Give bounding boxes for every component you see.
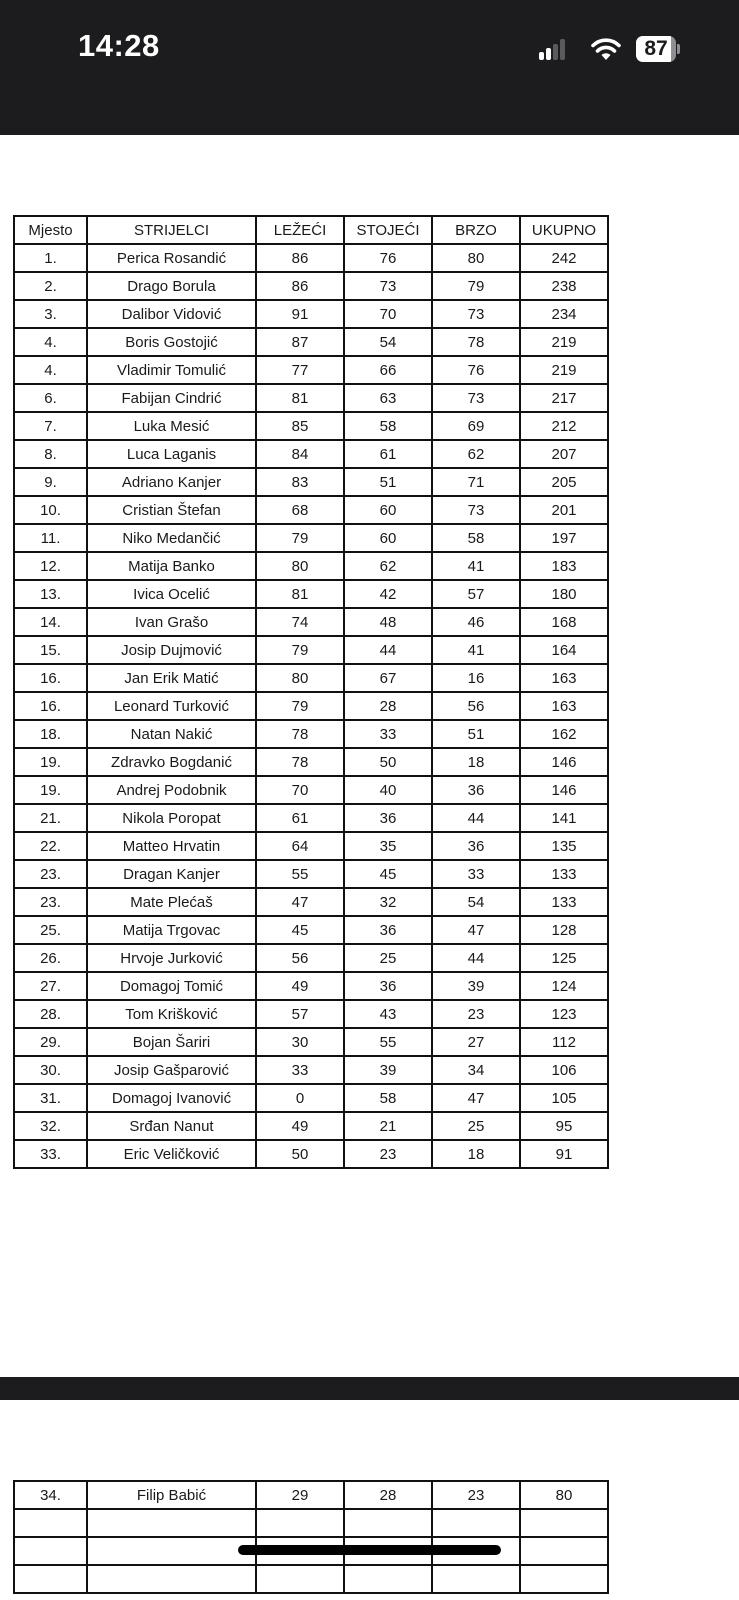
cell-place: 8. bbox=[14, 440, 87, 468]
cell-shooter: Jan Erik Matić bbox=[87, 664, 256, 692]
cell-place: 19. bbox=[14, 776, 87, 804]
cell-shooter: Niko Medančić bbox=[87, 524, 256, 552]
cell-standing: 28 bbox=[344, 692, 432, 720]
cell-prone: 55 bbox=[256, 860, 344, 888]
cell-shooter: Dalibor Vidović bbox=[87, 300, 256, 328]
cell-standing: 39 bbox=[344, 1056, 432, 1084]
cell-rapid: 23 bbox=[432, 1000, 520, 1028]
cell-shooter: Ivica Ocelić bbox=[87, 580, 256, 608]
cell-standing: 35 bbox=[344, 832, 432, 860]
cell-prone: 47 bbox=[256, 888, 344, 916]
cell-place: 4. bbox=[14, 356, 87, 384]
table-row bbox=[14, 1028, 608, 1056]
cell-rapid: 51 bbox=[432, 720, 520, 748]
cell-shooter: Perica Rosandić bbox=[87, 244, 256, 272]
table-row bbox=[14, 300, 608, 328]
cell-rapid: 73 bbox=[432, 300, 520, 328]
cell-standing: 62 bbox=[344, 552, 432, 580]
table-row bbox=[14, 608, 608, 636]
cell-standing: 40 bbox=[344, 776, 432, 804]
cell-standing: 51 bbox=[344, 468, 432, 496]
cell-shooter: Boris Gostojić bbox=[87, 328, 256, 356]
column-header-total: UKUPNO bbox=[520, 216, 608, 244]
cell-prone: 50 bbox=[256, 1140, 344, 1168]
cell-shooter: Eric Veličković bbox=[87, 1140, 256, 1168]
cell-prone: 33 bbox=[256, 1056, 344, 1084]
cell-place: 6. bbox=[14, 384, 87, 412]
cell-standing: 61 bbox=[344, 440, 432, 468]
cell-standing: 67 bbox=[344, 664, 432, 692]
cell-place: 32. bbox=[14, 1112, 87, 1140]
cell-place: 28. bbox=[14, 1000, 87, 1028]
cell-standing: 63 bbox=[344, 384, 432, 412]
table-row bbox=[14, 440, 608, 468]
cell-prone: 29 bbox=[256, 1481, 344, 1509]
cell-total: 201 bbox=[520, 496, 608, 524]
cellular-signal-icon bbox=[539, 38, 567, 60]
cell-total: 164 bbox=[520, 636, 608, 664]
cell-shooter bbox=[87, 1509, 256, 1537]
cell-total: 219 bbox=[520, 328, 608, 356]
cell-place: 31. bbox=[14, 1084, 87, 1112]
cell-place: 9. bbox=[14, 468, 87, 496]
cell-rapid: 33 bbox=[432, 860, 520, 888]
cell-rapid: 36 bbox=[432, 832, 520, 860]
cell-prone: 83 bbox=[256, 468, 344, 496]
cell-prone: 78 bbox=[256, 748, 344, 776]
cell-standing: 36 bbox=[344, 916, 432, 944]
cell-shooter: Filip Babić bbox=[87, 1481, 256, 1509]
cell-place: 16. bbox=[14, 692, 87, 720]
cell-prone: 91 bbox=[256, 300, 344, 328]
cell-place: 18. bbox=[14, 720, 87, 748]
cell-total: 105 bbox=[520, 1084, 608, 1112]
table-header-row bbox=[14, 216, 608, 244]
table-row bbox=[14, 272, 608, 300]
cell-place: 23. bbox=[14, 888, 87, 916]
table-row bbox=[14, 1084, 608, 1112]
cell-shooter: Matteo Hrvatin bbox=[87, 832, 256, 860]
cell-place: 34. bbox=[14, 1481, 87, 1509]
cell-rapid: 25 bbox=[432, 1112, 520, 1140]
page-separator bbox=[0, 1377, 739, 1400]
cell-standing: 73 bbox=[344, 272, 432, 300]
column-header-standing: STOJEĆI bbox=[344, 216, 432, 244]
table-row bbox=[14, 524, 608, 552]
cell-place: 21. bbox=[14, 804, 87, 832]
cell-shooter: Dragan Kanjer bbox=[87, 860, 256, 888]
cell-prone: 80 bbox=[256, 552, 344, 580]
cell-prone: 81 bbox=[256, 384, 344, 412]
cell-prone: 77 bbox=[256, 356, 344, 384]
cell-total: 106 bbox=[520, 1056, 608, 1084]
table-row bbox=[14, 804, 608, 832]
cell-shooter: Matija Trgovac bbox=[87, 916, 256, 944]
cell-total: 141 bbox=[520, 804, 608, 832]
cell-total: 197 bbox=[520, 524, 608, 552]
cell-shooter: Luca Laganis bbox=[87, 440, 256, 468]
cell-place: 3. bbox=[14, 300, 87, 328]
cell-standing: 44 bbox=[344, 636, 432, 664]
column-header-shooter: STRIJELCI bbox=[87, 216, 256, 244]
cell-standing: 36 bbox=[344, 804, 432, 832]
cell-standing: 42 bbox=[344, 580, 432, 608]
cell-shooter: Srđan Nanut bbox=[87, 1112, 256, 1140]
cell-shooter: Natan Nakić bbox=[87, 720, 256, 748]
cell-place: 11. bbox=[14, 524, 87, 552]
table-row bbox=[14, 664, 608, 692]
column-header-place: Mjesto bbox=[14, 216, 87, 244]
table-row bbox=[14, 552, 608, 580]
cell-rapid: 62 bbox=[432, 440, 520, 468]
cell-rapid: 73 bbox=[432, 496, 520, 524]
cell-total: 207 bbox=[520, 440, 608, 468]
cell-total: 135 bbox=[520, 832, 608, 860]
cell-place: 22. bbox=[14, 832, 87, 860]
cell-rapid: 34 bbox=[432, 1056, 520, 1084]
table-row bbox=[14, 972, 608, 1000]
cell-rapid: 69 bbox=[432, 412, 520, 440]
cell-total: 162 bbox=[520, 720, 608, 748]
cell-place: 4. bbox=[14, 328, 87, 356]
cell-rapid: 18 bbox=[432, 1140, 520, 1168]
table-row bbox=[14, 328, 608, 356]
cell-standing: 45 bbox=[344, 860, 432, 888]
column-header-rapid: BRZO bbox=[432, 216, 520, 244]
table-row bbox=[14, 888, 608, 916]
column-header-prone: LEŽEĆI bbox=[256, 216, 344, 244]
cell-rapid: 36 bbox=[432, 776, 520, 804]
cell-total: 124 bbox=[520, 972, 608, 1000]
cell-place: 29. bbox=[14, 1028, 87, 1056]
cell-place: 16. bbox=[14, 664, 87, 692]
cell-prone: 78 bbox=[256, 720, 344, 748]
cell-place: 13. bbox=[14, 580, 87, 608]
table-row bbox=[14, 1140, 608, 1168]
cell-place: 27. bbox=[14, 972, 87, 1000]
cell-standing: 28 bbox=[344, 1481, 432, 1509]
cell-standing: 58 bbox=[344, 1084, 432, 1112]
table-row bbox=[14, 356, 608, 384]
cell-rapid: 27 bbox=[432, 1028, 520, 1056]
cell-place bbox=[14, 1509, 87, 1537]
cell-prone: 85 bbox=[256, 412, 344, 440]
cell-prone bbox=[256, 1565, 344, 1593]
table-row bbox=[14, 1565, 608, 1593]
cell-rapid: 16 bbox=[432, 664, 520, 692]
cell-place bbox=[14, 1565, 87, 1593]
cell-total: 234 bbox=[520, 300, 608, 328]
cell-total: 242 bbox=[520, 244, 608, 272]
cell-standing: 54 bbox=[344, 328, 432, 356]
status-time: 14:28 bbox=[78, 28, 160, 63]
cell-total: 217 bbox=[520, 384, 608, 412]
table-row bbox=[14, 412, 608, 440]
cell-rapid: 39 bbox=[432, 972, 520, 1000]
cell-shooter: Drago Borula bbox=[87, 272, 256, 300]
table-row bbox=[14, 1481, 608, 1509]
cell-standing: 23 bbox=[344, 1140, 432, 1168]
cell-rapid bbox=[432, 1565, 520, 1593]
cell-total: 128 bbox=[520, 916, 608, 944]
cell-rapid: 54 bbox=[432, 888, 520, 916]
table-row bbox=[14, 1112, 608, 1140]
cell-rapid: 78 bbox=[432, 328, 520, 356]
cell-standing bbox=[344, 1509, 432, 1537]
cell-standing bbox=[344, 1565, 432, 1593]
cell-prone: 68 bbox=[256, 496, 344, 524]
table-row bbox=[14, 1509, 608, 1537]
cell-prone: 56 bbox=[256, 944, 344, 972]
table-row bbox=[14, 944, 608, 972]
table-row bbox=[14, 692, 608, 720]
cell-rapid: 44 bbox=[432, 944, 520, 972]
cell-shooter: Hrvoje Jurković bbox=[87, 944, 256, 972]
cell-prone: 57 bbox=[256, 1000, 344, 1028]
cell-place: 12. bbox=[14, 552, 87, 580]
cell-total: 112 bbox=[520, 1028, 608, 1056]
cell-total: 163 bbox=[520, 664, 608, 692]
cell-prone: 79 bbox=[256, 636, 344, 664]
results-table bbox=[13, 215, 609, 1169]
cell-rapid: 44 bbox=[432, 804, 520, 832]
cell-standing: 66 bbox=[344, 356, 432, 384]
cell-standing: 33 bbox=[344, 720, 432, 748]
cell-place: 14. bbox=[14, 608, 87, 636]
cell-standing: 60 bbox=[344, 524, 432, 552]
cell-total: 163 bbox=[520, 692, 608, 720]
cell-shooter: Cristian Štefan bbox=[87, 496, 256, 524]
cell-prone: 49 bbox=[256, 1112, 344, 1140]
cell-place: 25. bbox=[14, 916, 87, 944]
cell-rapid: 47 bbox=[432, 1084, 520, 1112]
cell-shooter: Tom Krišković bbox=[87, 1000, 256, 1028]
cell-total: 146 bbox=[520, 748, 608, 776]
cell-prone: 0 bbox=[256, 1084, 344, 1112]
cell-prone: 45 bbox=[256, 916, 344, 944]
cell-shooter: Luka Mesić bbox=[87, 412, 256, 440]
cell-place: 23. bbox=[14, 860, 87, 888]
cell-standing: 48 bbox=[344, 608, 432, 636]
cell-prone: 84 bbox=[256, 440, 344, 468]
cell-place: 2. bbox=[14, 272, 87, 300]
cell-shooter: Nikola Poropat bbox=[87, 804, 256, 832]
cell-shooter: Ivan Grašo bbox=[87, 608, 256, 636]
cell-place: 15. bbox=[14, 636, 87, 664]
cell-rapid: 79 bbox=[432, 272, 520, 300]
cell-total: 123 bbox=[520, 1000, 608, 1028]
cell-shooter: Mate Plećaš bbox=[87, 888, 256, 916]
cell-total: 80 bbox=[520, 1481, 608, 1509]
cell-total: 146 bbox=[520, 776, 608, 804]
cell-total bbox=[520, 1509, 608, 1537]
cell-total: 168 bbox=[520, 608, 608, 636]
cell-rapid: 73 bbox=[432, 384, 520, 412]
cell-total: 133 bbox=[520, 860, 608, 888]
table-row bbox=[14, 748, 608, 776]
table-row bbox=[14, 776, 608, 804]
wifi-icon bbox=[590, 36, 622, 62]
cell-shooter bbox=[87, 1565, 256, 1593]
cell-total: 212 bbox=[520, 412, 608, 440]
cell-prone: 87 bbox=[256, 328, 344, 356]
battery-percent: 87 bbox=[644, 37, 668, 60]
cell-place: 1. bbox=[14, 244, 87, 272]
cell-shooter: Domagoj Ivanović bbox=[87, 1084, 256, 1112]
cell-rapid: 71 bbox=[432, 468, 520, 496]
cell-prone: 61 bbox=[256, 804, 344, 832]
table-row bbox=[14, 1056, 608, 1084]
cell-rapid: 57 bbox=[432, 580, 520, 608]
cell-prone bbox=[256, 1509, 344, 1537]
cell-shooter: Andrej Podobnik bbox=[87, 776, 256, 804]
cell-place bbox=[14, 1537, 87, 1565]
cell-prone: 79 bbox=[256, 692, 344, 720]
cell-total: 91 bbox=[520, 1140, 608, 1168]
cell-prone: 49 bbox=[256, 972, 344, 1000]
cell-rapid: 46 bbox=[432, 608, 520, 636]
cell-prone: 74 bbox=[256, 608, 344, 636]
table-row bbox=[14, 496, 608, 524]
cell-standing: 32 bbox=[344, 888, 432, 916]
home-indicator[interactable] bbox=[238, 1545, 501, 1555]
cell-shooter: Leonard Turković bbox=[87, 692, 256, 720]
table-row bbox=[14, 720, 608, 748]
cell-shooter: Bojan Šariri bbox=[87, 1028, 256, 1056]
cell-standing: 58 bbox=[344, 412, 432, 440]
cell-shooter: Zdravko Bogdanić bbox=[87, 748, 256, 776]
cell-rapid bbox=[432, 1509, 520, 1537]
cell-total: 95 bbox=[520, 1112, 608, 1140]
table-row bbox=[14, 860, 608, 888]
cell-shooter: Fabijan Cindrić bbox=[87, 384, 256, 412]
table-row bbox=[14, 384, 608, 412]
cell-prone: 79 bbox=[256, 524, 344, 552]
cell-shooter: Vladimir Tomulić bbox=[87, 356, 256, 384]
cell-total: 125 bbox=[520, 944, 608, 972]
cell-total: 219 bbox=[520, 356, 608, 384]
cell-total: 183 bbox=[520, 552, 608, 580]
cell-total: 133 bbox=[520, 888, 608, 916]
cell-rapid: 41 bbox=[432, 636, 520, 664]
cell-shooter: Domagoj Tomić bbox=[87, 972, 256, 1000]
cell-standing: 55 bbox=[344, 1028, 432, 1056]
cell-shooter: Adriano Kanjer bbox=[87, 468, 256, 496]
status-bar bbox=[0, 0, 739, 135]
cell-shooter: Josip Gašparović bbox=[87, 1056, 256, 1084]
cell-total: 238 bbox=[520, 272, 608, 300]
results-table-continued bbox=[13, 1480, 609, 1594]
cell-prone: 86 bbox=[256, 272, 344, 300]
cell-prone: 70 bbox=[256, 776, 344, 804]
cell-rapid: 56 bbox=[432, 692, 520, 720]
cell-prone: 64 bbox=[256, 832, 344, 860]
cell-standing: 50 bbox=[344, 748, 432, 776]
cell-rapid: 76 bbox=[432, 356, 520, 384]
cell-standing: 25 bbox=[344, 944, 432, 972]
cell-rapid: 18 bbox=[432, 748, 520, 776]
cell-shooter: Matija Banko bbox=[87, 552, 256, 580]
cell-standing: 36 bbox=[344, 972, 432, 1000]
cell-total: 205 bbox=[520, 468, 608, 496]
cell-place: 30. bbox=[14, 1056, 87, 1084]
cell-standing: 70 bbox=[344, 300, 432, 328]
table-row bbox=[14, 468, 608, 496]
table-row bbox=[14, 832, 608, 860]
cell-shooter: Josip Dujmović bbox=[87, 636, 256, 664]
table-row bbox=[14, 1000, 608, 1028]
table-row bbox=[14, 636, 608, 664]
battery-icon bbox=[636, 36, 680, 62]
table-row bbox=[14, 244, 608, 272]
cell-place: 33. bbox=[14, 1140, 87, 1168]
cell-place: 19. bbox=[14, 748, 87, 776]
cell-total bbox=[520, 1565, 608, 1593]
cell-standing: 21 bbox=[344, 1112, 432, 1140]
cell-prone: 30 bbox=[256, 1028, 344, 1056]
cell-standing: 43 bbox=[344, 1000, 432, 1028]
cell-rapid: 58 bbox=[432, 524, 520, 552]
cell-place: 10. bbox=[14, 496, 87, 524]
cell-total bbox=[520, 1537, 608, 1565]
cell-shooter bbox=[87, 1537, 256, 1565]
cell-place: 26. bbox=[14, 944, 87, 972]
cell-place: 7. bbox=[14, 412, 87, 440]
cell-rapid: 47 bbox=[432, 916, 520, 944]
cell-standing: 76 bbox=[344, 244, 432, 272]
table-row bbox=[14, 916, 608, 944]
cell-standing: 60 bbox=[344, 496, 432, 524]
cell-total: 180 bbox=[520, 580, 608, 608]
cell-rapid: 41 bbox=[432, 552, 520, 580]
cell-prone: 80 bbox=[256, 664, 344, 692]
cell-prone: 81 bbox=[256, 580, 344, 608]
table-row bbox=[14, 580, 608, 608]
cell-rapid: 80 bbox=[432, 244, 520, 272]
cell-prone: 86 bbox=[256, 244, 344, 272]
cell-rapid: 23 bbox=[432, 1481, 520, 1509]
